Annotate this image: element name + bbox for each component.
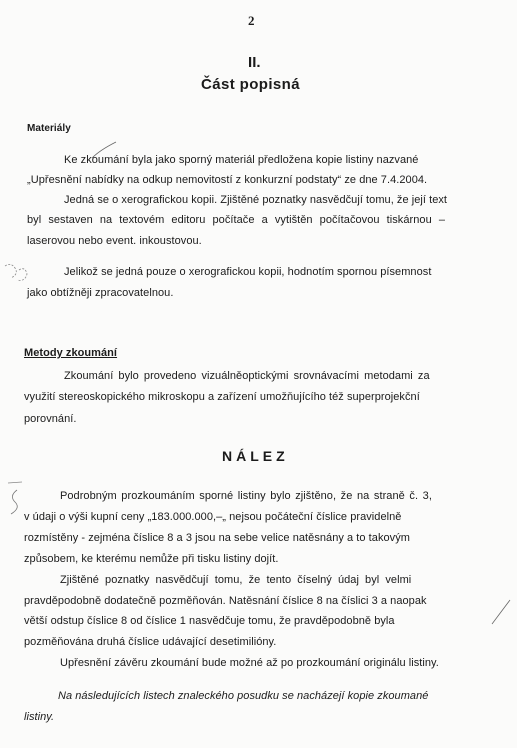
- methods-heading: Metody zkoumání: [24, 347, 118, 359]
- materials-line-5: laserovou nebo event. inkoustovou.: [27, 235, 202, 247]
- finding-line-4: způsobem, ke kterému nemůže při tisku listiny dojít.: [24, 553, 279, 565]
- methods-line-2: využití stereoskopického mikroskopu a zařízení umožňujícího též superprojekční: [24, 391, 420, 403]
- section-title: Část popisná: [201, 76, 300, 93]
- materials-line-3: Jedná se o xerografickou kopii. Zjištěné poznatky nasvědčují tomu, že její text: [64, 194, 448, 206]
- pen-mark-right: [488, 596, 514, 626]
- materials-line-4: byl sestaven na textovém editoru počítače a vytištěn počítačovou tiskárnou –: [27, 214, 446, 226]
- finding-note-2: listiny.: [24, 711, 55, 723]
- materials-heading: Materiály: [27, 123, 71, 134]
- methods-line-3: porovnání.: [24, 413, 77, 425]
- materials-line-6: Jelikož se jedná pouze o xerografickou kopii, hodnotím spornou písemnost: [64, 266, 432, 278]
- materials-line-2: „Upřesnění nabídky na odkup nemovitostí z konkurzní podstaty“ ze dne 7.4.2004.: [27, 174, 428, 186]
- finding-line-3: rozmístěny - zejména číslice 8 a 3 jsou na sebe velice natěsnány a to takovým: [24, 532, 410, 544]
- materials-line-7: jako obtížněji zpracovatelnou.: [27, 287, 174, 299]
- finding-line-9: Upřesnění závěru zkoumání bude možné až po prozkoumání originálu listiny.: [60, 657, 439, 669]
- section-number: II.: [248, 54, 261, 71]
- pen-mark-left: [3, 486, 25, 516]
- finding-heading: NÁLEZ: [222, 448, 289, 464]
- page-number: 2: [248, 13, 255, 28]
- pen-dash-corner: [6, 479, 26, 487]
- pen-mark-top: [90, 140, 120, 160]
- finding-line-1: Podrobným prozkoumáním sporné listiny bylo zjištěno, že na straně č. 3,: [60, 490, 432, 502]
- materials-line-1: Ke zkoumání byla jako sporný materiál předložena kopie listiny nazvané: [64, 154, 419, 166]
- finding-note-1: Na následujících listech znaleckého posudku se nacházejí kopie zkoumané: [58, 690, 429, 702]
- finding-line-7: větší odstup číslice 8 od číslice 1 nasvědčuje tomu, že pravděpodobně byla: [24, 615, 395, 627]
- scan-smudge-left: [1, 260, 31, 286]
- finding-line-6: pravděpodobně dodatečně pozměňován. Natěsnání číslice 8 na číslici 3 a naopak: [24, 595, 427, 607]
- finding-line-8: pozměňována druhá číslice udávající desetimilióny.: [24, 636, 277, 648]
- finding-line-5: Zjištěné poznatky nasvědčují tomu, že tento číselný údaj byl velmi: [60, 574, 412, 586]
- finding-line-2: v údaji o výši kupní ceny „183.000.000,–„ nejsou počáteční číslice pravidelně: [24, 511, 402, 523]
- methods-line-1: Zkoumání bylo provedeno vizuálněoptickými srovnávacími metodami za: [64, 370, 430, 382]
